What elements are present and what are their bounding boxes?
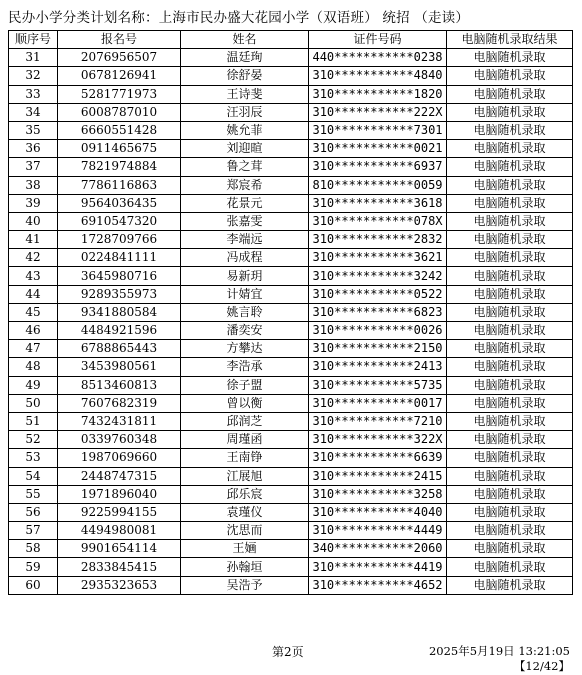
cell-registration-no: 9901654114 — [58, 540, 181, 558]
table-row — [9, 140, 573, 158]
cell-result: 电脑随机录取 — [447, 485, 573, 503]
cell-id-number: 310***********6823 — [309, 303, 447, 321]
table-row — [9, 522, 573, 540]
cell-result: 电脑随机录取 — [447, 140, 573, 158]
table-row — [9, 231, 573, 249]
table-header-row — [9, 31, 573, 49]
cell-id-number: 310***********222X — [309, 103, 447, 121]
table-row — [9, 249, 573, 267]
cell-id-number: 310***********7301 — [309, 121, 447, 139]
cell-sequence: 50 — [9, 394, 58, 412]
table-row — [9, 103, 573, 121]
cell-result: 电脑随机录取 — [447, 121, 573, 139]
cell-id-number: 310***********078X — [309, 212, 447, 230]
cell-registration-no: 1728709766 — [58, 231, 181, 249]
cell-name: 吴浩予 — [181, 576, 309, 594]
table-row — [9, 394, 573, 412]
cell-result: 电脑随机录取 — [447, 558, 573, 576]
cell-sequence: 56 — [9, 503, 58, 521]
table-row — [9, 467, 573, 485]
cell-registration-no: 4484921596 — [58, 322, 181, 340]
cell-name: 江展旭 — [181, 467, 309, 485]
cell-name: 刘迎暄 — [181, 140, 309, 158]
cell-result: 电脑随机录取 — [447, 267, 573, 285]
cell-result: 电脑随机录取 — [447, 576, 573, 594]
page-number: 第2页 — [272, 645, 304, 659]
table-row — [9, 485, 573, 503]
cell-result: 电脑随机录取 — [447, 376, 573, 394]
cell-name: 潘奕安 — [181, 322, 309, 340]
cell-name: 周瑾函 — [181, 431, 309, 449]
cell-name: 王诗斐 — [181, 85, 309, 103]
page-counter: 【12/42】 — [513, 659, 570, 673]
cell-id-number: 810***********0059 — [309, 176, 447, 194]
table-row — [9, 267, 573, 285]
table-row — [9, 431, 573, 449]
cell-sequence: 60 — [9, 576, 58, 594]
cell-id-number: 310***********2413 — [309, 358, 447, 376]
cell-id-number: 310***********6937 — [309, 158, 447, 176]
table-row — [9, 212, 573, 230]
cell-registration-no: 3645980716 — [58, 267, 181, 285]
cell-sequence: 43 — [9, 267, 58, 285]
table-row — [9, 449, 573, 467]
table-body — [9, 49, 573, 595]
cell-id-number: 340***********2060 — [309, 540, 447, 558]
cell-result: 电脑随机录取 — [447, 358, 573, 376]
cell-result: 电脑随机录取 — [447, 49, 573, 67]
cell-id-number: 310***********4449 — [309, 522, 447, 540]
cell-registration-no: 2076956507 — [58, 49, 181, 67]
cell-result: 电脑随机录取 — [447, 522, 573, 540]
cell-registration-no: 7432431811 — [58, 412, 181, 430]
cell-sequence: 58 — [9, 540, 58, 558]
cell-name: 邱乐宸 — [181, 485, 309, 503]
table-row — [9, 303, 573, 321]
cell-sequence: 48 — [9, 358, 58, 376]
cell-name: 温廷珣 — [181, 49, 309, 67]
column-header-result: 电脑随机录取结果 — [447, 31, 573, 49]
cell-registration-no: 2935323653 — [58, 576, 181, 594]
table-row — [9, 576, 573, 594]
cell-registration-no: 6788865443 — [58, 340, 181, 358]
cell-sequence: 55 — [9, 485, 58, 503]
cell-registration-no: 6910547320 — [58, 212, 181, 230]
cell-result: 电脑随机录取 — [447, 194, 573, 212]
table-row — [9, 176, 573, 194]
cell-registration-no: 2448747315 — [58, 467, 181, 485]
cell-name: 李浩承 — [181, 358, 309, 376]
cell-name: 姚言聆 — [181, 303, 309, 321]
cell-sequence: 38 — [9, 176, 58, 194]
cell-id-number: 310***********3621 — [309, 249, 447, 267]
cell-name: 李端远 — [181, 231, 309, 249]
cell-name: 计婧宜 — [181, 285, 309, 303]
cell-registration-no: 7821974884 — [58, 158, 181, 176]
cell-result: 电脑随机录取 — [447, 431, 573, 449]
cell-name: 邱润芝 — [181, 412, 309, 430]
cell-result: 电脑随机录取 — [447, 303, 573, 321]
cell-registration-no: 5281771973 — [58, 85, 181, 103]
cell-registration-no: 7786116863 — [58, 176, 181, 194]
cell-sequence: 54 — [9, 467, 58, 485]
cell-registration-no: 9225994155 — [58, 503, 181, 521]
cell-result: 电脑随机录取 — [447, 176, 573, 194]
cell-registration-no: 0678126941 — [58, 67, 181, 85]
column-header-sequence: 顺序号 — [9, 31, 58, 49]
cell-result: 电脑随机录取 — [447, 322, 573, 340]
cell-sequence: 47 — [9, 340, 58, 358]
cell-result: 电脑随机录取 — [447, 158, 573, 176]
table-row — [9, 376, 573, 394]
cell-result: 电脑随机录取 — [447, 540, 573, 558]
cell-sequence: 35 — [9, 121, 58, 139]
cell-name: 汪羽辰 — [181, 103, 309, 121]
column-header-name: 姓名 — [181, 31, 309, 49]
cell-id-number: 310***********2832 — [309, 231, 447, 249]
cell-name: 孙翰垣 — [181, 558, 309, 576]
cell-registration-no: 7607682319 — [58, 394, 181, 412]
column-header-registration-no: 报名号 — [58, 31, 181, 49]
cell-registration-no: 1987069660 — [58, 449, 181, 467]
cell-result: 电脑随机录取 — [447, 467, 573, 485]
cell-name: 郑宸希 — [181, 176, 309, 194]
table-row — [9, 540, 573, 558]
cell-result: 电脑随机录取 — [447, 394, 573, 412]
cell-sequence: 32 — [9, 67, 58, 85]
cell-result: 电脑随机录取 — [447, 85, 573, 103]
cell-sequence: 51 — [9, 412, 58, 430]
cell-name: 徐舒晏 — [181, 67, 309, 85]
cell-name: 方攀达 — [181, 340, 309, 358]
cell-name: 沈思而 — [181, 522, 309, 540]
cell-result: 电脑随机录取 — [447, 503, 573, 521]
cell-registration-no: 9564036435 — [58, 194, 181, 212]
cell-sequence: 42 — [9, 249, 58, 267]
cell-result: 电脑随机录取 — [447, 449, 573, 467]
cell-result: 电脑随机录取 — [447, 231, 573, 249]
table-row — [9, 85, 573, 103]
cell-sequence: 45 — [9, 303, 58, 321]
cell-id-number: 310***********7210 — [309, 412, 447, 430]
cell-id-number: 310***********4652 — [309, 576, 447, 594]
cell-sequence: 31 — [9, 49, 58, 67]
cell-registration-no: 1971896040 — [58, 485, 181, 503]
table-row — [9, 158, 573, 176]
cell-name: 曾以衡 — [181, 394, 309, 412]
table-row — [9, 121, 573, 139]
cell-sequence: 34 — [9, 103, 58, 121]
table-row — [9, 285, 573, 303]
cell-name: 徐子盟 — [181, 376, 309, 394]
cell-registration-no: 0224841111 — [58, 249, 181, 267]
cell-registration-no: 6660551428 — [58, 121, 181, 139]
table-row — [9, 49, 573, 67]
cell-id-number: 440***********0238 — [309, 49, 447, 67]
cell-id-number: 310***********322X — [309, 431, 447, 449]
cell-registration-no: 9341880584 — [58, 303, 181, 321]
table-row — [9, 322, 573, 340]
cell-result: 电脑随机录取 — [447, 67, 573, 85]
cell-sequence: 36 — [9, 140, 58, 158]
cell-name: 易新玥 — [181, 267, 309, 285]
cell-id-number: 310***********4840 — [309, 67, 447, 85]
cell-id-number: 310***********5735 — [309, 376, 447, 394]
cell-result: 电脑随机录取 — [447, 103, 573, 121]
column-header-id-number: 证件号码 — [309, 31, 447, 49]
cell-result: 电脑随机录取 — [447, 412, 573, 430]
cell-id-number: 310***********0026 — [309, 322, 447, 340]
cell-registration-no: 3453980561 — [58, 358, 181, 376]
cell-sequence: 41 — [9, 231, 58, 249]
cell-name: 鲁之茸 — [181, 158, 309, 176]
table-row — [9, 194, 573, 212]
cell-sequence: 40 — [9, 212, 58, 230]
table-row — [9, 558, 573, 576]
cell-sequence: 53 — [9, 449, 58, 467]
cell-id-number: 310***********2415 — [309, 467, 447, 485]
cell-sequence: 52 — [9, 431, 58, 449]
print-timestamp: 2025年5月19日 13:21:05 — [428, 644, 570, 658]
table-row — [9, 412, 573, 430]
cell-id-number: 310***********4040 — [309, 503, 447, 521]
cell-result: 电脑随机录取 — [447, 340, 573, 358]
cell-id-number: 310***********0021 — [309, 140, 447, 158]
cell-id-number: 310***********0522 — [309, 285, 447, 303]
cell-name: 王婳 — [181, 540, 309, 558]
cell-id-number: 310***********0017 — [309, 394, 447, 412]
cell-name: 王南铮 — [181, 449, 309, 467]
cell-result: 电脑随机录取 — [447, 249, 573, 267]
cell-id-number: 310***********3258 — [309, 485, 447, 503]
cell-registration-no: 8513460813 — [58, 376, 181, 394]
cell-result: 电脑随机录取 — [447, 212, 573, 230]
cell-id-number: 310***********3618 — [309, 194, 447, 212]
cell-sequence: 49 — [9, 376, 58, 394]
cell-id-number: 310***********3242 — [309, 267, 447, 285]
cell-name: 冯成程 — [181, 249, 309, 267]
cell-sequence: 59 — [9, 558, 58, 576]
cell-name: 花景元 — [181, 194, 309, 212]
table-row — [9, 358, 573, 376]
cell-name: 张嘉雯 — [181, 212, 309, 230]
cell-sequence: 33 — [9, 85, 58, 103]
cell-registration-no: 0911465675 — [58, 140, 181, 158]
cell-registration-no: 9289355973 — [58, 285, 181, 303]
cell-name: 袁瑾仪 — [181, 503, 309, 521]
table-row — [9, 340, 573, 358]
cell-name: 姚允菲 — [181, 121, 309, 139]
table-row — [9, 503, 573, 521]
cell-registration-no: 4494980081 — [58, 522, 181, 540]
cell-id-number: 310***********2150 — [309, 340, 447, 358]
cell-result: 电脑随机录取 — [447, 285, 573, 303]
document-title: 民办小学分类计划名称：上海市民办盛大花园小学（双语班） 统招 （走读） — [8, 10, 470, 26]
cell-sequence: 37 — [9, 158, 58, 176]
table-row — [9, 67, 573, 85]
cell-registration-no: 2833845415 — [58, 558, 181, 576]
cell-sequence: 44 — [9, 285, 58, 303]
cell-sequence: 39 — [9, 194, 58, 212]
admission-results-table — [8, 30, 573, 595]
cell-id-number: 310***********1820 — [309, 85, 447, 103]
cell-sequence: 46 — [9, 322, 58, 340]
cell-id-number: 310***********4419 — [309, 558, 447, 576]
cell-sequence: 57 — [9, 522, 58, 540]
cell-registration-no: 6008787010 — [58, 103, 181, 121]
cell-registration-no: 0339760348 — [58, 431, 181, 449]
cell-id-number: 310***********6639 — [309, 449, 447, 467]
